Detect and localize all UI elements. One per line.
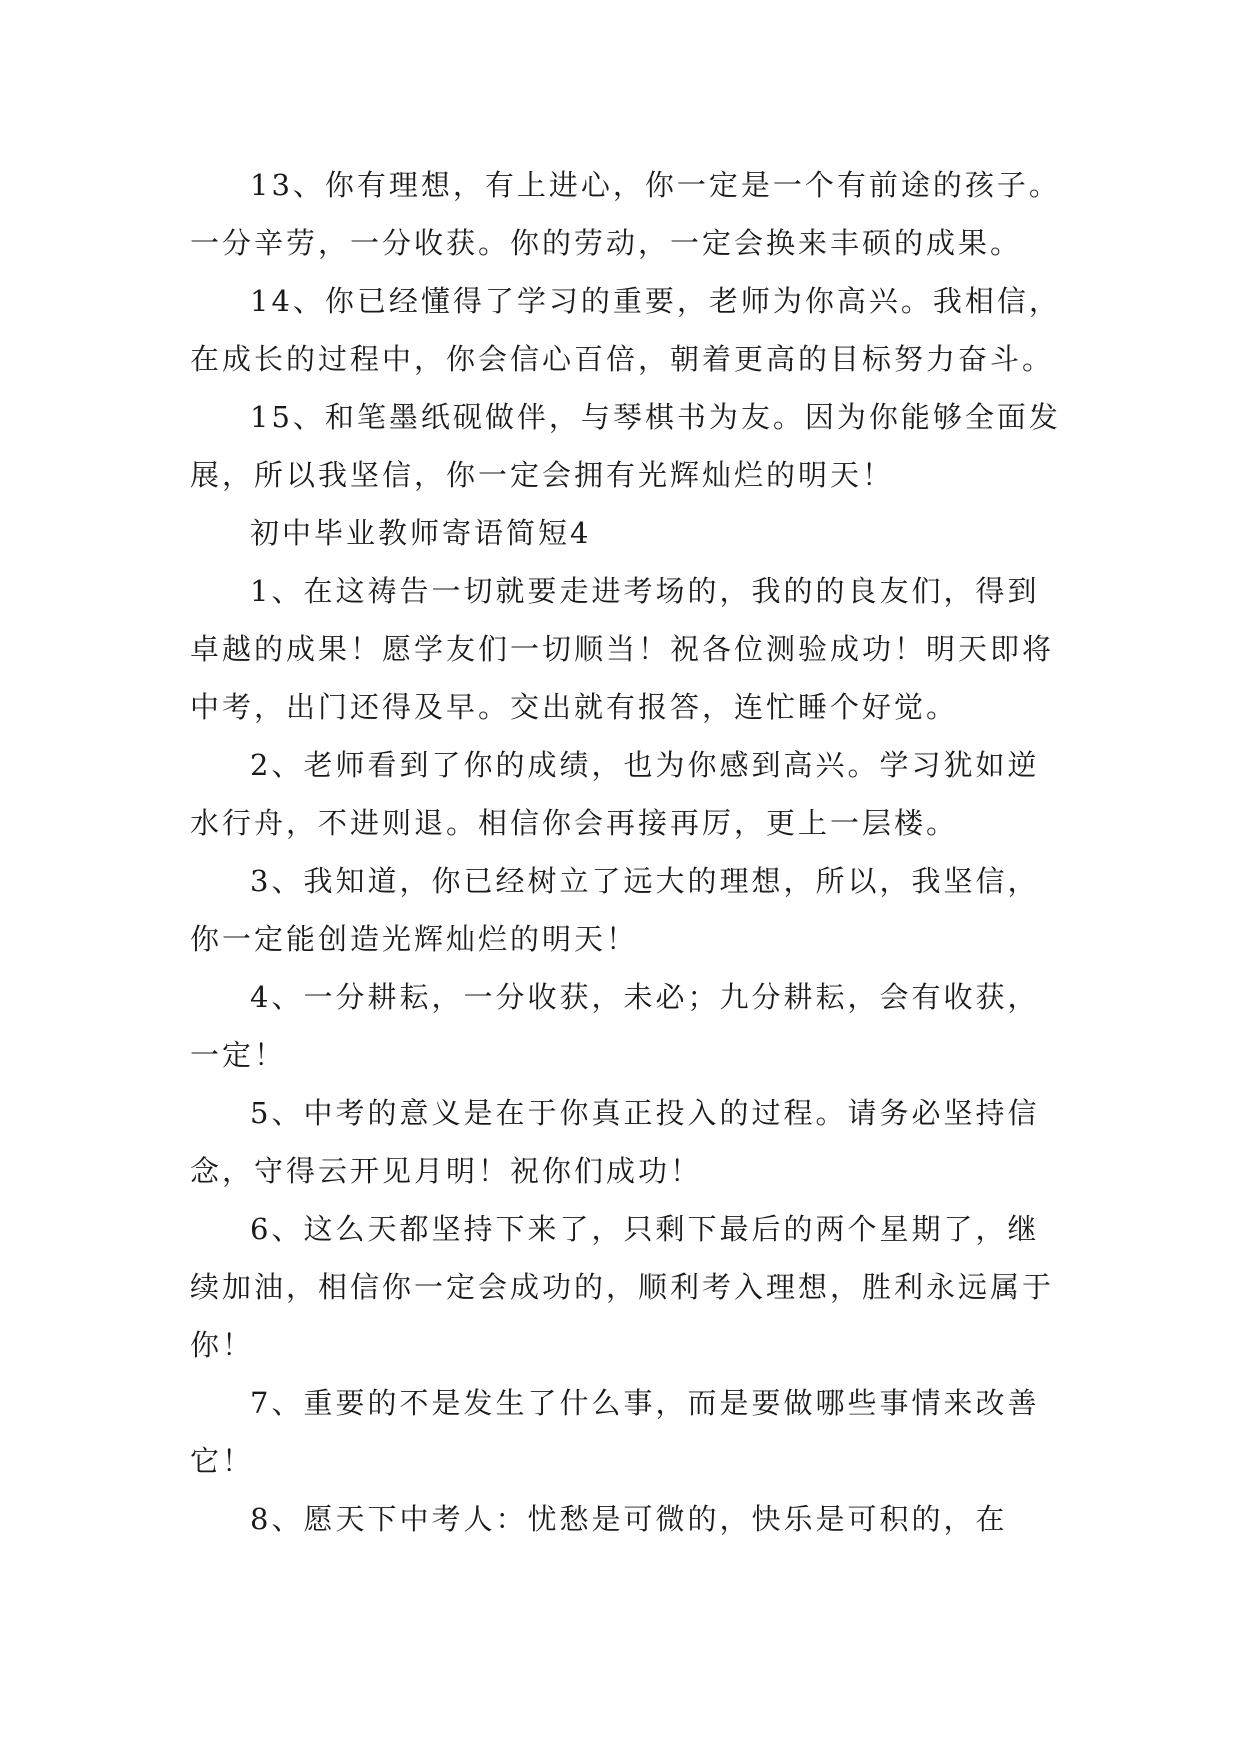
document-body <box>190 156 1070 1548</box>
paragraph-14: 14、你已经懂得了学习的重要，老师为你高兴。我相信，在成长的过程中，你会信心百倍，朝着更高的目标努力奋斗。 <box>190 284 1061 376</box>
paragraph-1: 1、在这祷告一切就要走进考场的，我的的良友们，得到卓越的成果！愿学友们一切顺当！祝各位测验成功！明天即将中考，出门还得及早。交出就有报答，连忙睡个好觉。 <box>190 574 1055 724</box>
paragraph-3: 3、我知道，你已经树立了远大的理想，所以，我坚信，你一定能创造光辉灿烂的明天！ <box>190 864 1040 956</box>
paragraph-4: 4、一分耕耘，一分收获，未必；九分耕耘，会有收获，一定！ <box>190 980 1040 1072</box>
paragraph-5: 5、中考的意义是在于你真正投入的过程。请务必坚持信念，守得云开见月明！祝你们成功！ <box>190 1096 1040 1188</box>
section-heading: 初中毕业教师寄语简短4 <box>250 516 592 550</box>
paragraph-15: 15、和笔墨纸砚做伴，与琴棋书为友。因为你能够全面发展，所以我坚信，你一定会拥有光辉灿烂的明天！ <box>190 400 1061 492</box>
paragraph-13: 13、你有理想，有上进心，你一定是一个有前途的孩子。一分辛劳，一分收获。你的劳动，一定会换来丰硕的成果。 <box>190 168 1061 260</box>
paragraph-8: 8、愿天下中考人：忧愁是可微的，快乐是可积的，在 <box>250 1502 1008 1536</box>
paragraph-7: 7、重要的不是发生了什么事，而是要做哪些事情来改善它！ <box>190 1386 1040 1478</box>
paragraph-6: 6、这么天都坚持下来了，只剩下最后的两个星期了，继续加油，相信你一定会成功的，顺利考入理想，胜利永远属于你！ <box>190 1212 1055 1362</box>
paragraph-2: 2、老师看到了你的成绩，也为你感到高兴。学习犹如逆水行舟，不进则退。相信你会再接再厉，更上一层楼。 <box>190 748 1040 840</box>
